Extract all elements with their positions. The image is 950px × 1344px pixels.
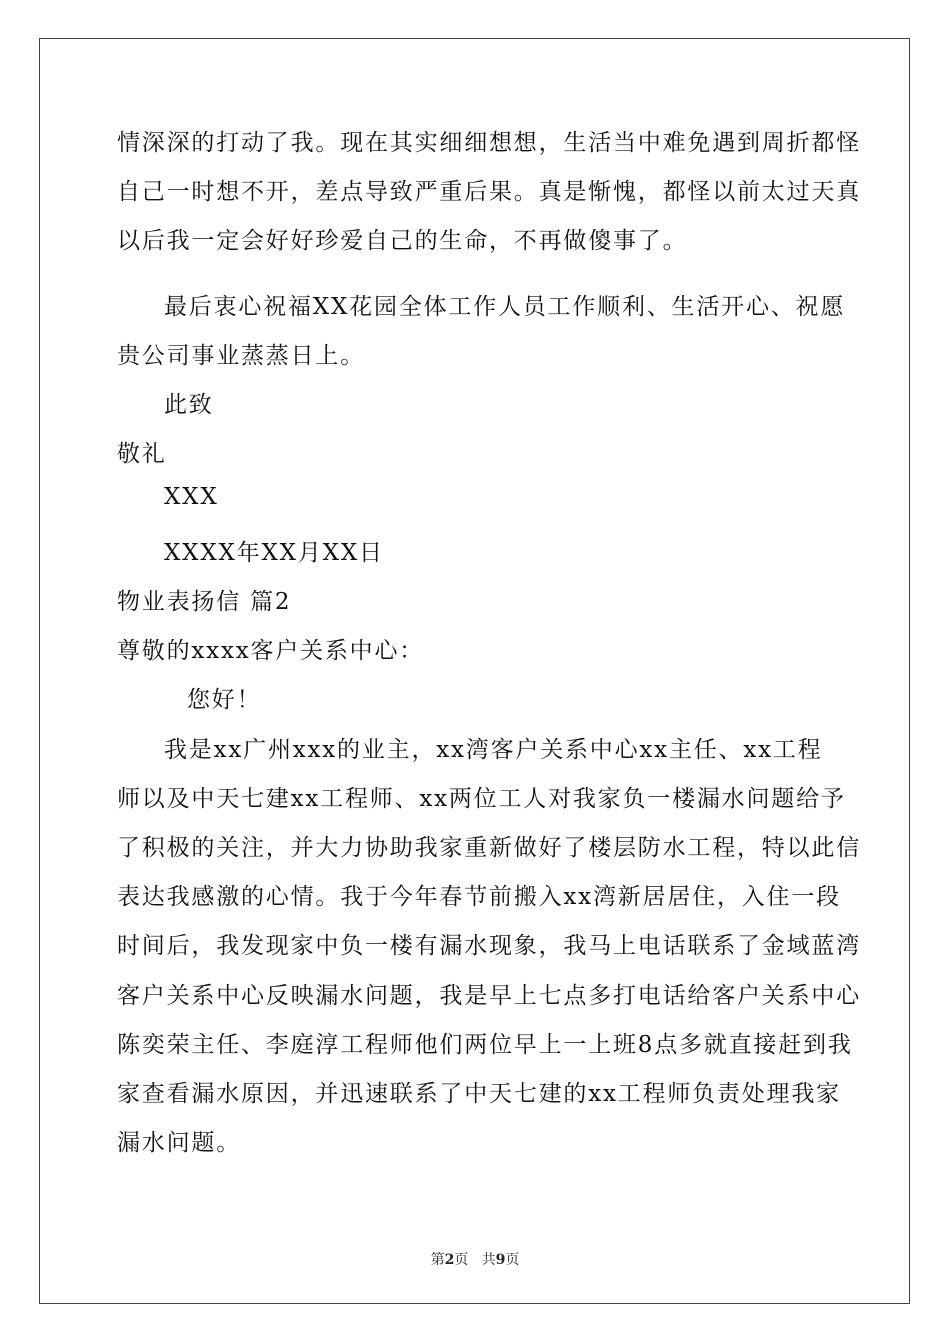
paragraph-line: 时间后，我发现家中负一楼有漏水现象，我马上电话联系了金域蓝湾 (117, 933, 861, 959)
greeting: 您好！ (187, 687, 262, 713)
paragraph-line: 家查看漏水原因，并迅速联系了中天七建的xx工程师负责处理我家 (117, 1081, 841, 1107)
paragraph-line: 漏水问题。 (117, 1130, 241, 1156)
signature-date: XXXX年XX月XX日 (164, 540, 384, 566)
page-prefix: 第 (430, 1252, 445, 1268)
paragraph-line: 表达我感激的心情。我于今年春节前搬入xx湾新居居住，入住一段 (117, 884, 841, 910)
total-prefix: 共 (481, 1252, 496, 1268)
paragraph-line: 了积极的关注，并大力协助我家重新做好了楼层防水工程，特以此信 (117, 835, 861, 861)
closing-salutation: 此致 (164, 392, 214, 418)
page-number: 2 (444, 1252, 455, 1268)
paragraph-line: 自己一时想不开，差点导致严重后果。真是惭愧，都怪以前太过天真 (117, 179, 861, 205)
paragraph-line: 以后我一定会好好珍爱自己的生命，不再做傻事了。 (117, 228, 688, 254)
paragraph-line: 师以及中天七建xx工程师、xx两位工人对我家负一楼漏水问题给予 (117, 786, 846, 812)
page-footer (0, 1249, 950, 1269)
page-suffix: 页 (454, 1252, 469, 1268)
letter-recipient: 尊敬的xxxx客户关系中心： (117, 638, 425, 664)
paragraph-line: 客户关系中心反映漏水问题，我是早上七点多打电话给客户关系中心 (117, 983, 861, 1009)
paragraph-line: 最后衷心祝福XX花园全体工作人员工作顺利、生活开心、祝愿 (164, 294, 846, 320)
closing-regards: 敬礼 (117, 441, 167, 467)
paragraph-line: 我是xx广州xxx的业主，xx湾客户关系中心xx主任、xx工程 (164, 737, 823, 763)
total-pages: 9 (495, 1252, 506, 1268)
total-suffix: 页 (505, 1252, 520, 1268)
section-title: 物业表扬信 篇2 (117, 589, 292, 615)
paragraph-line: 陈奕荣主任、李庭淳工程师他们两位早上一上班8点多就直接赶到我 (117, 1032, 853, 1058)
signature-name: XXX (164, 484, 219, 510)
paragraph-line: 贵公司事业蒸蒸日上。 (117, 343, 365, 369)
paragraph-line: 情深深的打动了我。现在其实细细想想，生活当中难免遇到周折都怪 (117, 130, 861, 156)
